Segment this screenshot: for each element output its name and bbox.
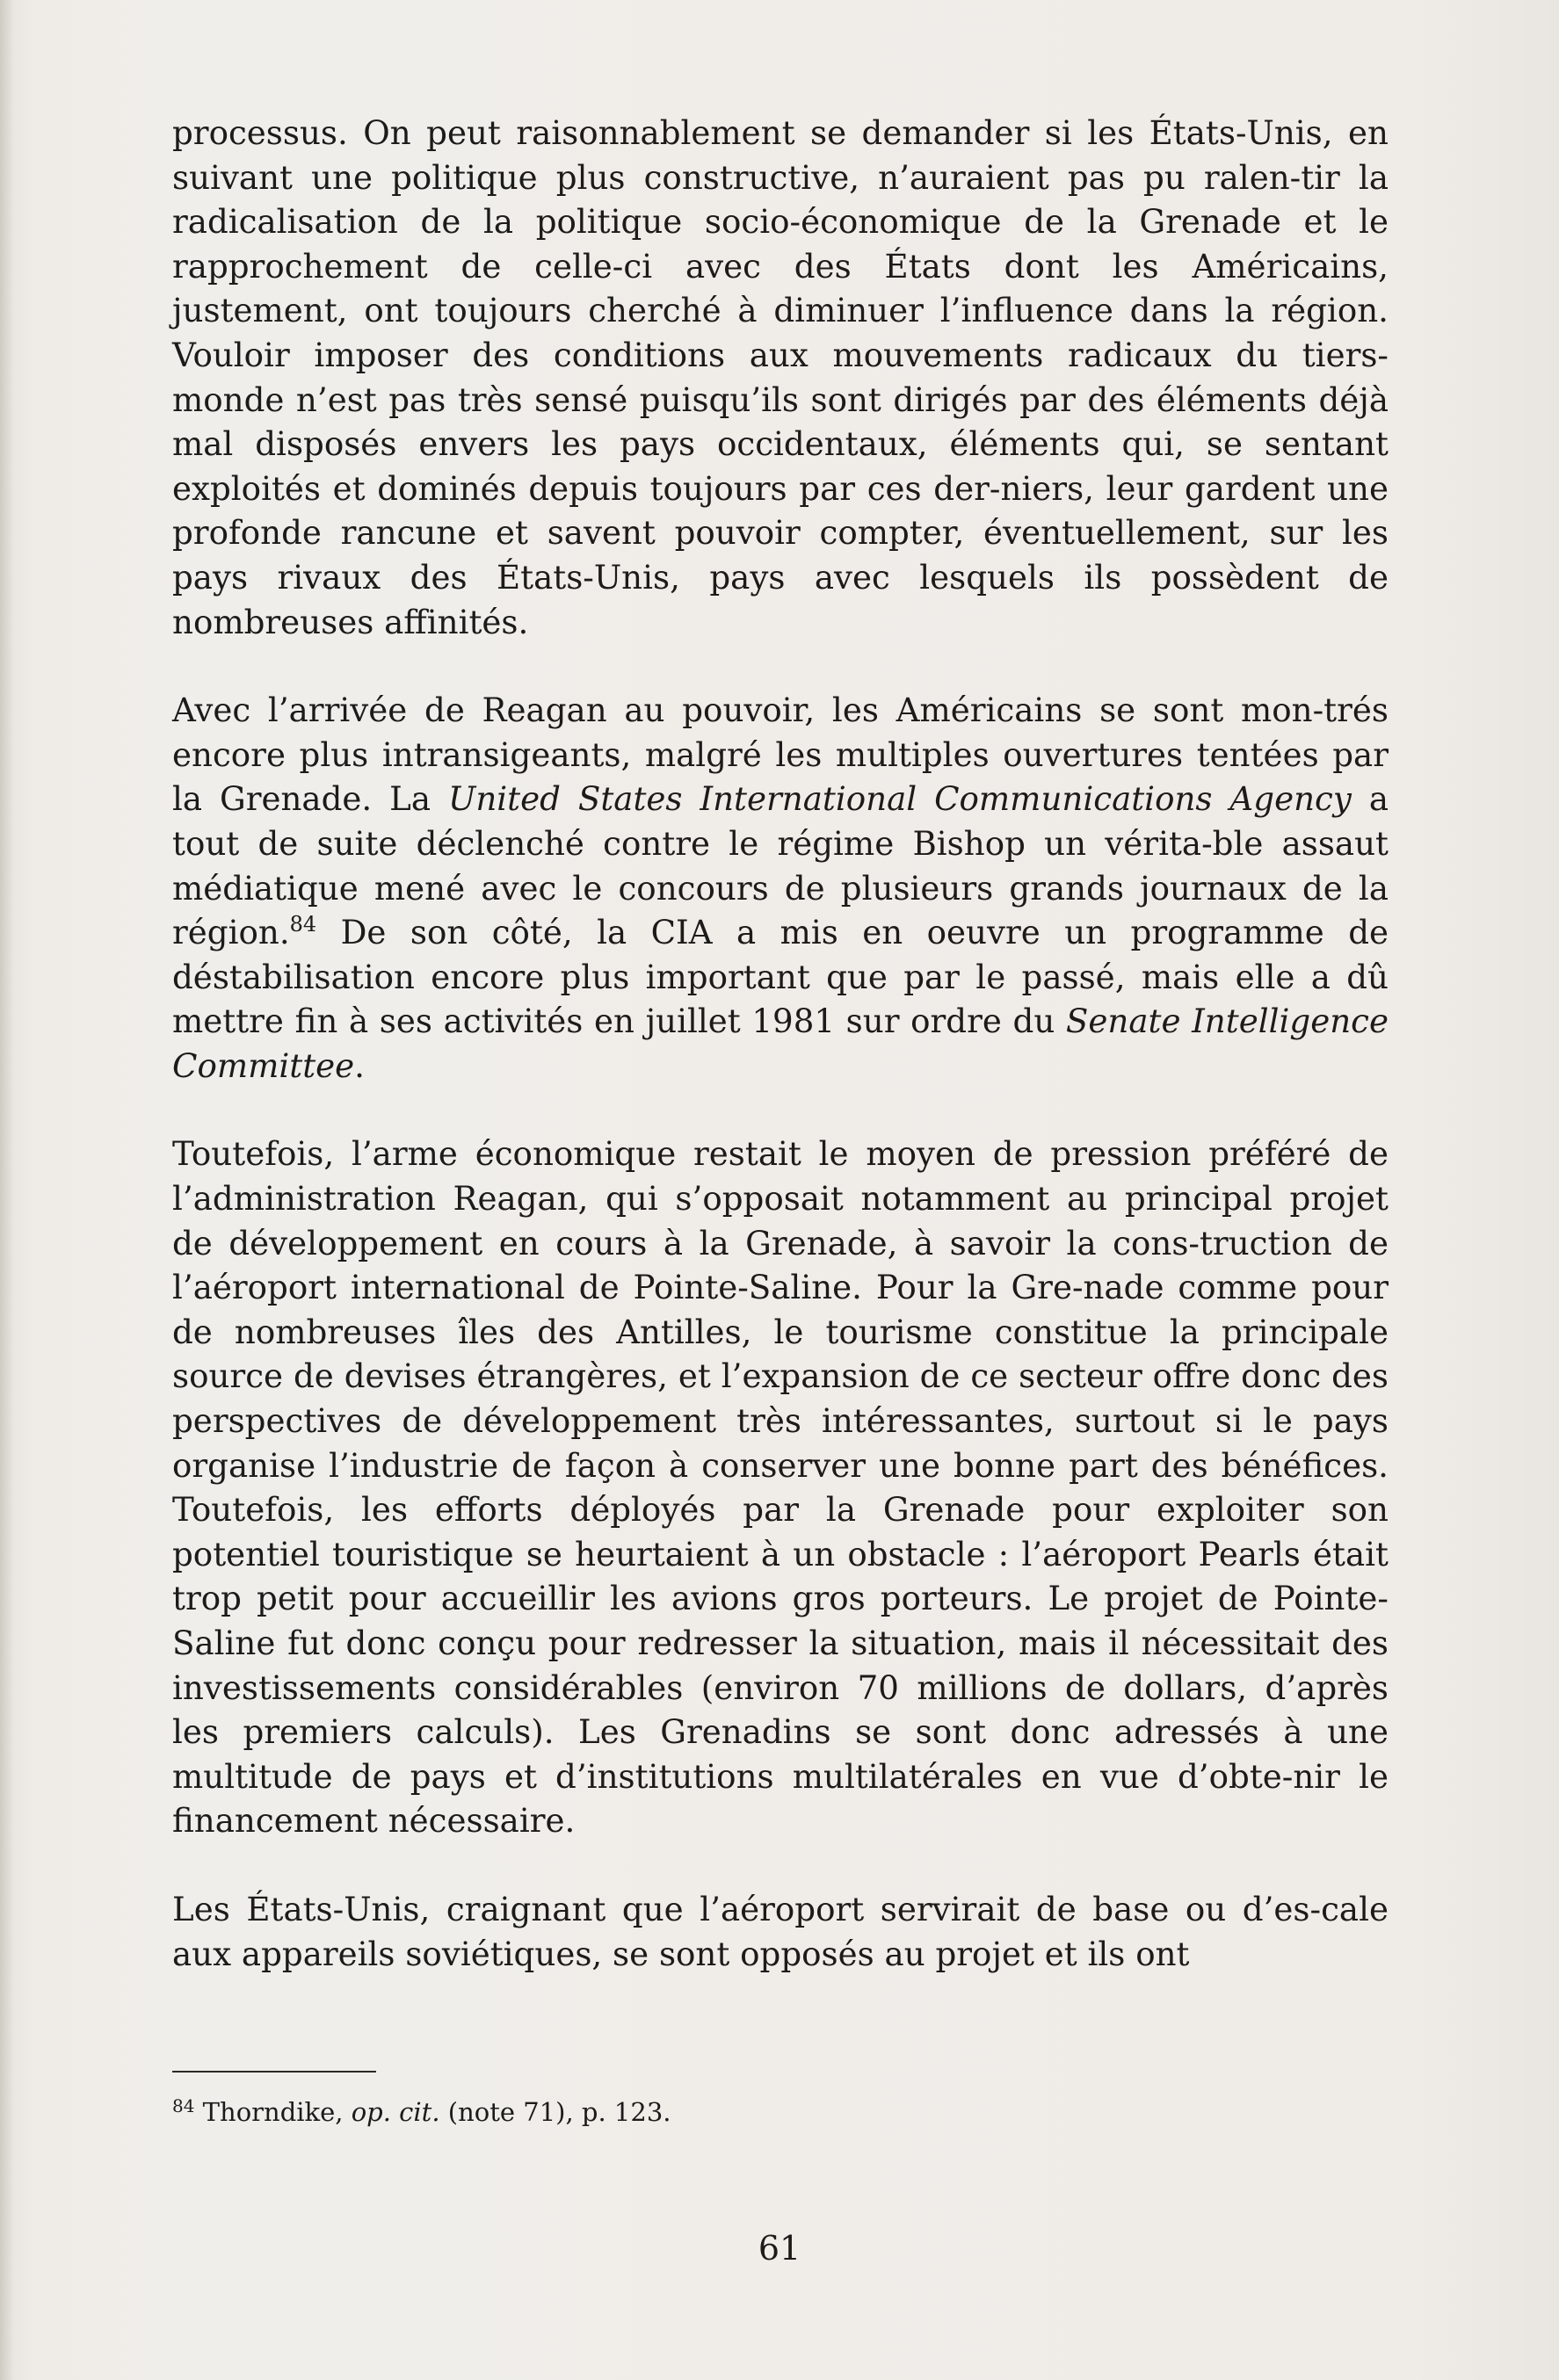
text-run: processus. On peut raisonnablement se demander si les États-Unis, en suivant une politique plus constructive, n’auraient pas pu ralen-tir la radicalisation de la politique socio-économique de la Grenade et le rapprochement de celle-ci avec des États dont les Américains, justement, ont toujours cherché à diminuer l’influence dans la région. Vouloir imposer des conditions aux mouvements radicaux du tiers-monde n’est pas très sensé puisqu’ils sont dirigés par des éléments déjà mal disposés envers les pays occidentaux, éléments qui, se sentant exploités et dominés depuis toujours par ces der-niers, leur gardent une profonde rancune et savent pouvoir compter, éventuellement, sur les pays rivaux des États-Unis, pays avec lesquels ils possèdent de nombreuses affinités. xyxy=(172,113,1389,641)
text-run: De son côté, la CIA a mis en oeuvre un programme de déstabilisation encore plus important que par le passé, mais elle a dû mettre fin à ses activités en juillet 1981 sur ordre du xyxy=(172,913,1389,1041)
footnote-marker: 84 xyxy=(172,2095,195,2116)
italic-title: United States International Communications Agency xyxy=(447,779,1352,819)
footnote-separator xyxy=(172,2071,376,2073)
paragraph xyxy=(172,688,1389,1088)
text-run: Toutefois, l’arme économique restait le moyen de pression préféré de l’administration Reagan, qui s’opposait notamment au principal projet de développement en cours à la Grenade, à savoir la cons-truction de l’aéroport international de Pointe-Saline. Pour la Gre-nade comme pour de nombreuses îles des Antilles, le tourisme constitue la principale source de devises étrangères, et l’expansion de ce secteur offre donc des perspectives de développement très intéressantes, surtout si le pays organise l’industrie de façon à conserver une bonne part des bénéfices. Toutefois, les efforts déployés par la Grenade pour exploiter son potentiel touristique se heurtaient à un obstacle : l’aéroport Pearls était trop petit pour accueillir les avions gros porteurs. Le projet de Pointe-Saline fut donc conçu pour redresser la situation, mais il nécessitait des investissements considérables (environ 70 millions de dollars, d’après les premiers calculs). Les Grenadins se sont donc adressés à une multitude de pays et d’institutions multilatérales en vue d’obte-nir le financement nécessaire. xyxy=(172,1134,1389,1841)
footnote-author: Thorndike, xyxy=(194,2097,352,2127)
text-run: Les États-Unis, craignant que l’aéroport servirait de base ou d’es-cale aux appareils soviétiques, se sont opposés au projet et ils ont xyxy=(172,1889,1389,1973)
text-run: . xyxy=(354,1045,365,1085)
page-number: 61 xyxy=(758,2229,801,2268)
footnote-84 xyxy=(172,2094,1389,2130)
text-run: Avec l’arrivée de Reagan au pouvoir, les Américains se sont mon-trés encore plus intransigeants, malgré les multiples ouvertures tentées par la Grenade. La xyxy=(172,691,1389,819)
italic-title: Senate Intelligence Committee xyxy=(172,1002,1389,1085)
footnote-reference: (note 71), p. 123. xyxy=(439,2097,671,2127)
footnote-reference-marker: 84 xyxy=(289,912,317,937)
paragraph xyxy=(172,1132,1389,1843)
body-text xyxy=(172,111,1389,1976)
paragraph xyxy=(172,1887,1389,1976)
page-gutter xyxy=(0,0,12,2380)
text-run: a tout de suite déclenché contre le régime Bishop un vérita-ble assaut médiatique mené avec le concours de plusieurs grands journaux de la région. xyxy=(172,779,1389,952)
paragraph xyxy=(172,111,1389,644)
footnote-op-cit: op. cit. xyxy=(351,2097,440,2127)
